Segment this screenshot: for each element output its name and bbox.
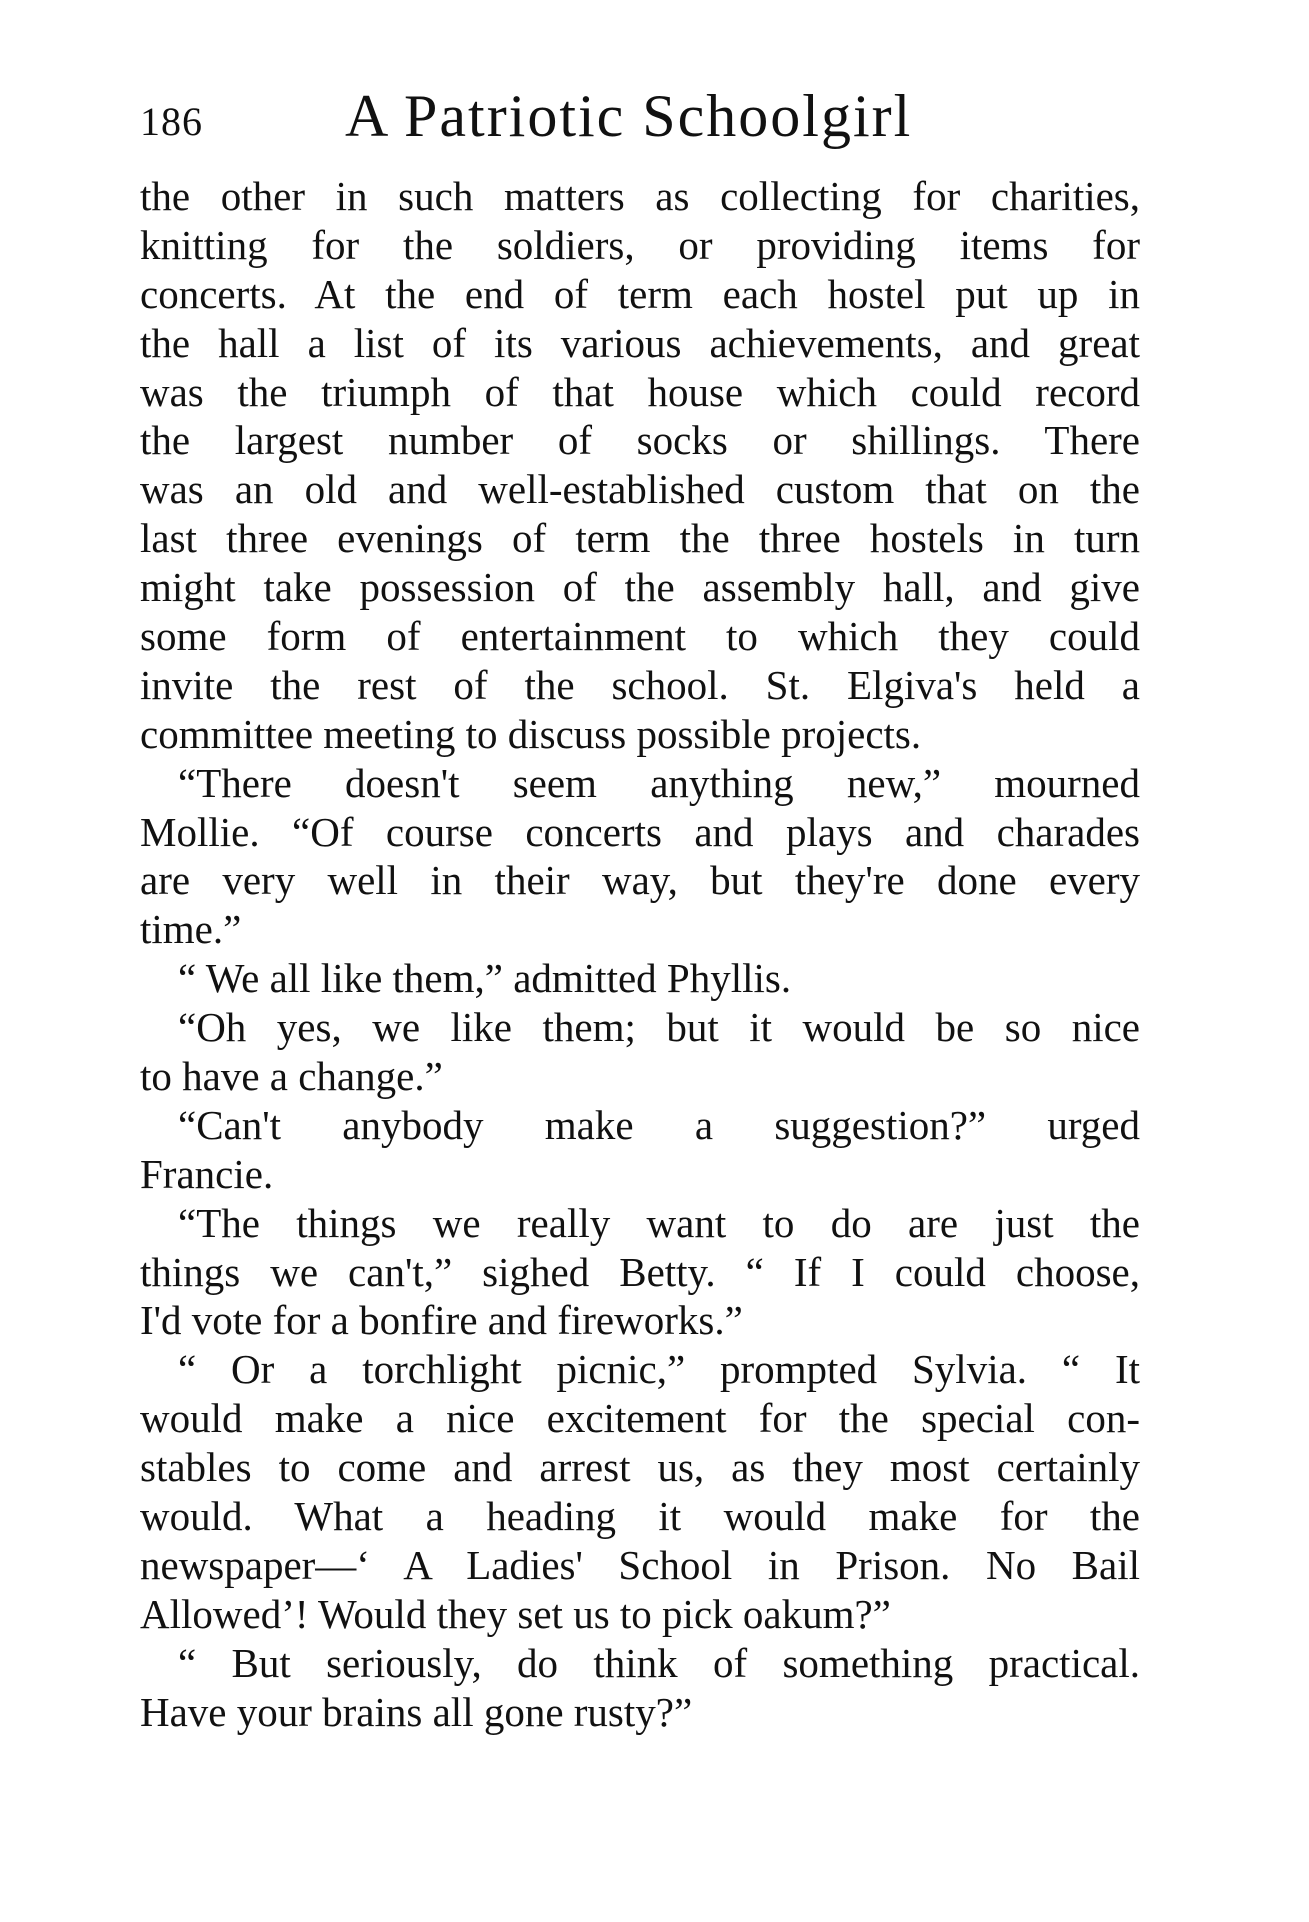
running-head — [140, 82, 1140, 162]
body-text — [140, 172, 1140, 1812]
text-line: newspaper—‘ A Ladies' School in Prison. No Bail — [140, 1541, 1140, 1588]
page-number: 186 — [140, 99, 203, 144]
text-line: Have your brains all gone rusty?” — [140, 1688, 693, 1735]
text-line: I'd vote for a bonfire and fireworks.” — [140, 1297, 743, 1344]
text-line: was the triumph of that house which could record — [140, 368, 1140, 415]
text-line: might take possession of the assembly hall, and give — [140, 564, 1140, 611]
running-title: A Patriotic Schoolgirl — [345, 83, 913, 149]
text-line: was an old and well-established custom that on the — [140, 466, 1140, 513]
text-line: are very well in their way, but they're done every — [140, 857, 1140, 904]
text-line: “There doesn't seem anything new,” mourned — [178, 759, 1140, 806]
text-line: the largest number of socks or shillings. There — [140, 417, 1140, 464]
text-line: Allowed’! Would they set us to pick oakum?” — [140, 1590, 891, 1637]
text-line: concerts. At the end of term each hostel put up in — [140, 270, 1140, 317]
text-line: stables to come and arrest us, as they most certainly — [140, 1444, 1140, 1491]
text-line: would make a nice excitement for the special con- — [140, 1395, 1140, 1442]
text-line: to have a change.” — [140, 1053, 443, 1100]
text-line: committee meeting to discuss possible projects. — [140, 710, 922, 757]
text-line: some form of entertainment to which they could — [140, 613, 1140, 660]
text-line: the other in such matters as collecting for charities, — [140, 173, 1140, 219]
text-line: the hall a list of its various achievements, and great — [140, 319, 1140, 366]
text-line: time.” — [140, 906, 242, 953]
text-line: invite the rest of the school. St. Elgiva's held a — [140, 661, 1140, 708]
text-line: “Can't anybody make a suggestion?” urged — [178, 1101, 1140, 1148]
text-line: would. What a heading it would make for the — [140, 1493, 1140, 1540]
text-line: last three evenings of term the three hostels in turn — [140, 515, 1140, 562]
text-line: “The things we really want to do are just the — [178, 1199, 1140, 1246]
text-line: “Oh yes, we like them; but it would be so nice — [178, 1004, 1140, 1051]
text-line: Mollie. “Of course concerts and plays and charades — [140, 808, 1140, 855]
text-line: things we can't,” sighed Betty. “ If I could choose, — [140, 1248, 1140, 1295]
text-line: knitting for the soldiers, or providing items for — [140, 221, 1140, 268]
text-line: Francie. — [140, 1150, 274, 1197]
text-line: “ But seriously, do think of something practical. — [178, 1639, 1140, 1686]
text-line: “ We all like them,” admitted Phyllis. — [178, 955, 792, 1002]
text-line: “ Or a torchlight picnic,” prompted Sylvia. “ It — [178, 1346, 1140, 1393]
